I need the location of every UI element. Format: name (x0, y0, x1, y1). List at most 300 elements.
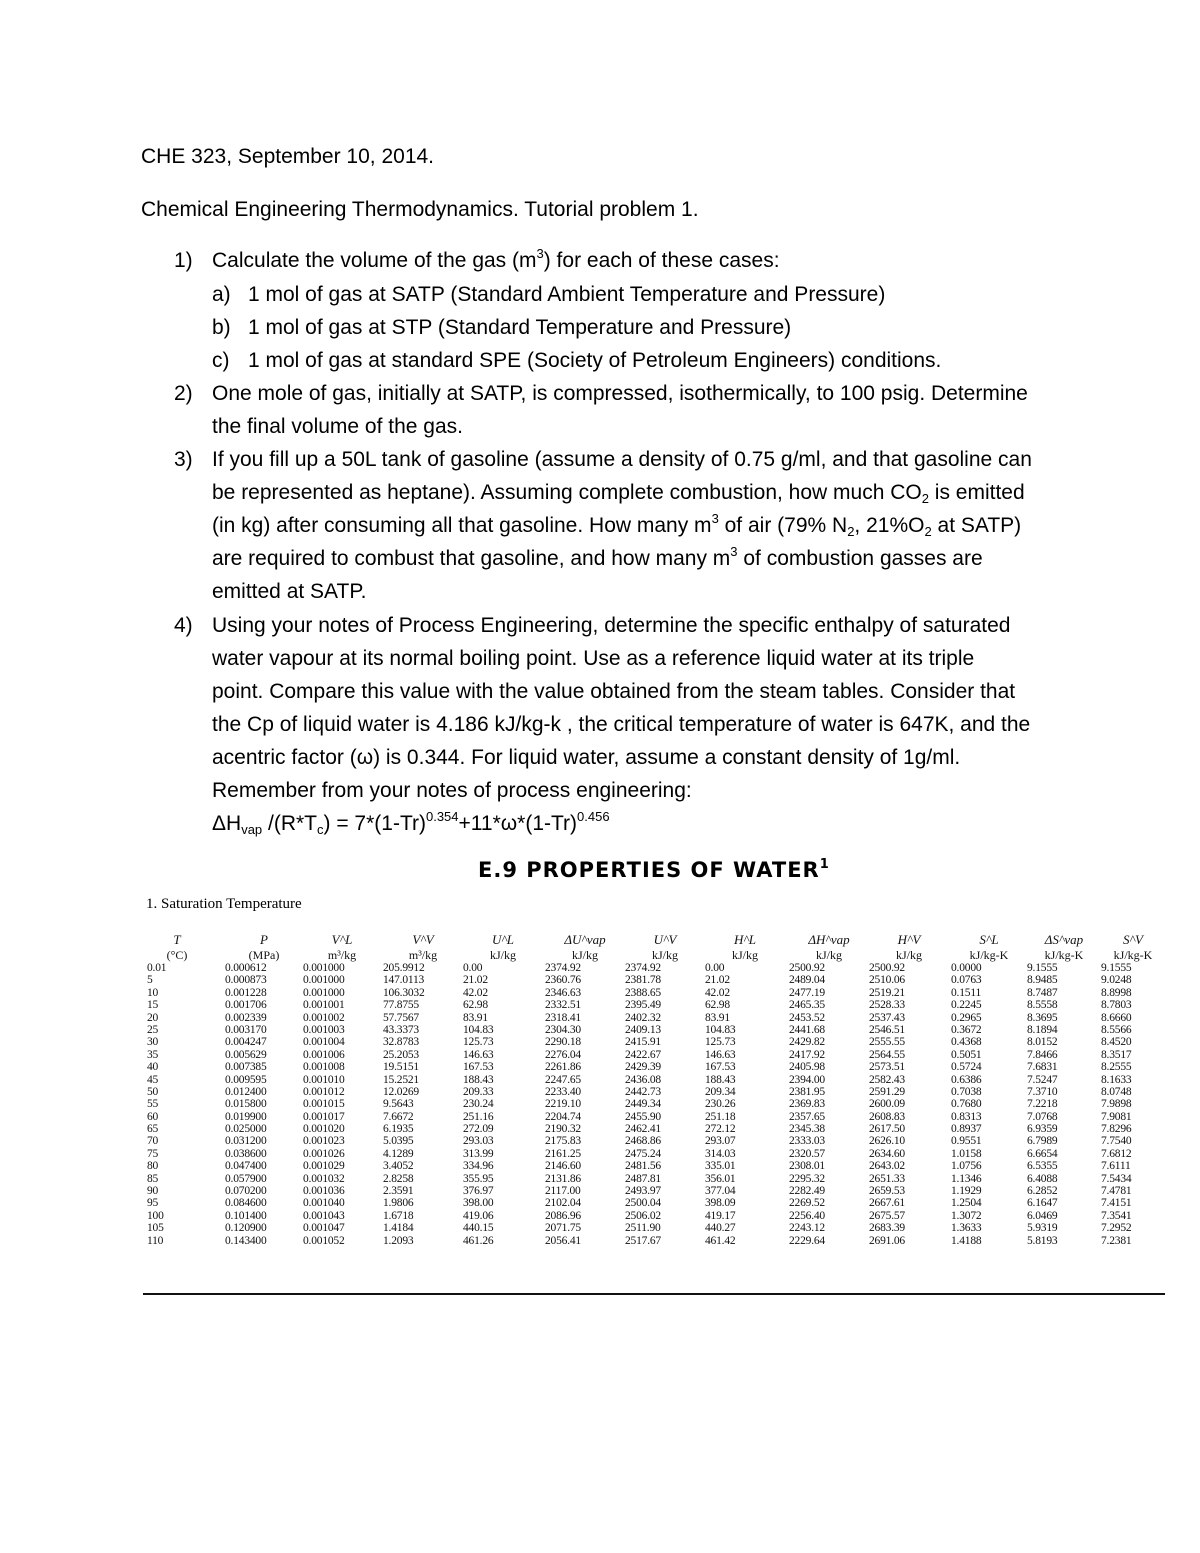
table-cell: 65 (147, 1123, 159, 1136)
table-cell: 2511.90 (625, 1222, 661, 1235)
table-cell: 356.01 (705, 1172, 736, 1185)
table-cell: 0.001001 (303, 999, 345, 1012)
table-cell: 2591.29 (869, 1085, 905, 1098)
table-column (545, 932, 625, 1247)
table-cell: 0.001000 (303, 974, 345, 987)
table-cell: 0.025000 (225, 1123, 267, 1136)
table-cell: 2247.65 (545, 1073, 581, 1086)
table-cell: 0.2965 (951, 1011, 982, 1024)
table-cell: 0.1511 (951, 986, 981, 999)
table-column (869, 932, 949, 1247)
table-cell: 8.3517 (1101, 1048, 1132, 1061)
table-cell: 0.001006 (303, 1048, 345, 1061)
table-subtitle: 1. Saturation Temperature (146, 896, 302, 912)
table-cell: 8.6660 (1101, 1011, 1132, 1024)
text-part: +11*ω*(1-Tr) (458, 812, 578, 835)
table-cell: 9.1555 (1027, 962, 1058, 974)
table-cell: 314.03 (705, 1147, 736, 1160)
table-cell: 205.9912 (383, 962, 425, 974)
table-cell: 2608.83 (869, 1110, 905, 1123)
table-cell: 2229.64 (789, 1234, 825, 1247)
table-cell: 272.12 (705, 1123, 736, 1136)
table-cell: 2190.32 (545, 1123, 581, 1136)
table-cell: 6.1647 (1027, 1197, 1058, 1210)
table-cell: 167.53 (705, 1061, 736, 1074)
table-cell: 355.95 (463, 1172, 494, 1185)
table-cell: 2651.33 (869, 1172, 905, 1185)
table-cell: 0.5051 (951, 1048, 982, 1061)
problem-number: 3) (174, 448, 193, 471)
table-cell: 0.000612 (225, 962, 267, 974)
table-cell: 0.001015 (303, 1098, 345, 1111)
table-cell: 0.9551 (951, 1135, 982, 1148)
table-cell: 2.3591 (383, 1185, 414, 1198)
item-label: c) (212, 349, 230, 372)
problem-number: 1) (174, 249, 193, 272)
equation (212, 807, 610, 840)
column-unit: kJ/kg (815, 948, 842, 962)
table-cell: 2453.52 (789, 1011, 825, 1024)
table-cell: 5.0395 (383, 1135, 414, 1148)
table-cell: 7.6831 (1027, 1061, 1058, 1074)
table-cell: 77.8755 (383, 999, 419, 1012)
table-cell: 2295.32 (789, 1172, 825, 1185)
problem-number: 2) (174, 382, 193, 405)
column-symbol: U^V (653, 932, 677, 947)
table-column (1027, 932, 1101, 1247)
table-cell: 0.00 (463, 962, 483, 974)
problem-text-line (212, 542, 983, 575)
table-cell: 2308.01 (789, 1160, 825, 1173)
table-cell: 2332.51 (545, 999, 581, 1012)
column-unit: kJ/kg (731, 948, 758, 962)
subscript: 2 (847, 524, 855, 539)
text-part: , 21%O (854, 514, 925, 537)
table-cell: 0.6386 (951, 1073, 982, 1086)
table-cell: 7.4151 (1101, 1197, 1132, 1210)
table-cell: 0.005629 (225, 1048, 267, 1061)
table-cell: 2555.55 (869, 1036, 905, 1049)
table-cell: 2381.95 (789, 1085, 825, 1098)
table-cell: 2409.13 (625, 1023, 661, 1036)
table-cell: 8.3695 (1027, 1011, 1058, 1024)
table-cell: 146.63 (463, 1048, 494, 1061)
table-cell: 2276.04 (545, 1048, 581, 1061)
table-cell: 147.0113 (383, 974, 425, 987)
table-cell: 2564.55 (869, 1048, 905, 1061)
problem-number: 4) (174, 614, 193, 637)
table-cell: 1.1929 (951, 1185, 982, 1198)
table-cell: 376.97 (463, 1185, 494, 1198)
table-cell: 8.0152 (1027, 1036, 1058, 1049)
table-cell: 0.001004 (303, 1036, 345, 1049)
table-cell: 7.0768 (1027, 1110, 1058, 1123)
table-cell: 5 (147, 974, 153, 987)
table-cell: 10 (147, 986, 159, 999)
problem-text-line (212, 476, 1025, 509)
table-title (478, 858, 830, 882)
table-cell: 8.4520 (1101, 1036, 1132, 1049)
table-cell: 2449.34 (625, 1098, 661, 1111)
table-cell: 2290.18 (545, 1036, 581, 1049)
column-unit: m³/kg (327, 948, 357, 962)
text-part: of air (79% N (718, 514, 848, 537)
table-cell: 0.001047 (303, 1222, 345, 1235)
column-symbol: V^V (412, 932, 434, 947)
table-cell: 2304.30 (545, 1023, 581, 1036)
table-cell: 0.001029 (303, 1160, 345, 1173)
table-cell: 105 (147, 1222, 164, 1235)
table-cell: 2465.35 (789, 999, 825, 1012)
superscript: 3 (730, 544, 738, 559)
table-cell: 2667.61 (869, 1197, 905, 1210)
table-cell: 80 (147, 1160, 159, 1173)
table-cell: 35 (147, 1048, 159, 1061)
table-cell: 60 (147, 1110, 159, 1123)
table-cell: 2441.68 (789, 1023, 825, 1036)
table-cell: 2117.00 (545, 1185, 581, 1198)
table-cell: 2500.92 (789, 962, 825, 974)
table-cell: 8.9485 (1027, 974, 1058, 987)
table-cell: 377.04 (705, 1185, 736, 1198)
table-cell: 2519.21 (869, 986, 905, 999)
table-cell: 7.4781 (1101, 1185, 1132, 1198)
table-cell: 70 (147, 1135, 159, 1148)
table-cell: 0.015800 (225, 1098, 267, 1111)
table-cell: 7.9081 (1101, 1110, 1132, 1123)
table-cell: 209.34 (705, 1085, 736, 1098)
problem-text-line: point. Compare this value with the value obtained from the steam tables. Consider that (212, 680, 1016, 703)
problem-text-line: emitted at SATP. (212, 580, 367, 603)
table-cell: 2528.33 (869, 999, 905, 1012)
table-cell: 0.012400 (225, 1085, 267, 1098)
table-cell: 19.5151 (383, 1061, 419, 1074)
table-cell: 104.83 (705, 1023, 736, 1036)
table-cell: 6.5355 (1027, 1160, 1058, 1173)
column-unit: (MPa) (248, 948, 280, 962)
table-cell: 2442.73 (625, 1085, 661, 1098)
table-cell: 0.002339 (225, 1011, 267, 1024)
table-cell: 104.83 (463, 1023, 494, 1036)
table-cell: 0.007385 (225, 1061, 267, 1074)
table-cell: 293.03 (463, 1135, 494, 1148)
table-column (463, 932, 543, 1247)
table-cell: 0.001002 (303, 1011, 345, 1024)
item-label: a) (212, 283, 231, 306)
problem-text-line: Remember from your notes of process engineering: (212, 779, 692, 802)
table-cell: 0.001003 (303, 1023, 345, 1036)
table-cell: 7.8296 (1101, 1123, 1132, 1136)
table-cell: 0.004247 (225, 1036, 267, 1049)
table-cell: 2422.67 (625, 1048, 661, 1061)
table-cell: 0.5724 (951, 1061, 982, 1074)
table-cell: 2269.52 (789, 1197, 825, 1210)
table-cell: 2394.00 (789, 1073, 825, 1086)
table-cell: 0.001032 (303, 1172, 345, 1185)
table-cell: 2357.65 (789, 1110, 825, 1123)
table-cell: 0.084600 (225, 1197, 267, 1210)
table-cell: 251.18 (705, 1110, 736, 1123)
text-part: of combustion gasses are (737, 547, 983, 570)
table-cell: 0.038600 (225, 1147, 267, 1160)
table-cell: 0.7038 (951, 1085, 982, 1098)
text-part: Calculate the volume of the gas (m (212, 249, 537, 272)
column-unit: kJ/kg (571, 948, 598, 962)
table-cell: 188.43 (463, 1073, 494, 1086)
table-cell: 2086.96 (545, 1209, 581, 1222)
table-cell: 398.00 (463, 1197, 494, 1210)
table-cell: 2395.49 (625, 999, 661, 1012)
table-cell: 125.73 (705, 1036, 736, 1049)
table-column (147, 932, 207, 1247)
page-subtitle: Chemical Engineering Thermodynamics. Tutorial problem 1. (141, 198, 699, 221)
table-cell: 6.2852 (1027, 1185, 1058, 1198)
table-cell: 95 (147, 1197, 159, 1210)
superscript: 3 (711, 511, 719, 526)
table-cell: 21.02 (463, 974, 488, 987)
table-bottom-rule (143, 1293, 1165, 1295)
column-symbol: S^V (1123, 932, 1143, 947)
table-cell: 2417.92 (789, 1048, 825, 1061)
table-cell: 2546.51 (869, 1023, 905, 1036)
table-cell: 0.001008 (303, 1061, 345, 1074)
table-cell: 83.91 (705, 1011, 730, 1024)
table-cell: 55 (147, 1098, 159, 1111)
table-cell: 0.001017 (303, 1110, 345, 1123)
table-cell: 7.9898 (1101, 1098, 1132, 1111)
table-cell: 7.6812 (1101, 1147, 1132, 1160)
table-cell: 7.8466 (1027, 1048, 1058, 1061)
table-cell: 6.6654 (1027, 1147, 1058, 1160)
table-cell: 1.2093 (383, 1234, 414, 1247)
table-cell: 1.0158 (951, 1147, 982, 1160)
table-cell: 7.2381 (1101, 1234, 1132, 1247)
table-cell: 2493.97 (625, 1185, 661, 1198)
table-cell: 0.01 (147, 962, 167, 974)
column-unit: (°C) (166, 948, 188, 962)
table-cell: 110 (147, 1234, 164, 1247)
table-column (951, 932, 1027, 1247)
table-cell: 0.001012 (303, 1085, 345, 1098)
text-part: ) for each of these cases: (543, 249, 780, 272)
superscript: 0.456 (577, 809, 610, 824)
column-symbol: T (173, 932, 181, 947)
table-cell: 2282.49 (789, 1185, 825, 1198)
table-cell: 419.17 (705, 1209, 736, 1222)
table-cell: 8.5566 (1101, 1023, 1132, 1036)
text-part: are required to combust that gasoline, and how many m (212, 547, 731, 570)
table-cell: 8.8998 (1101, 986, 1132, 999)
table-cell: 0.001000 (303, 962, 345, 974)
table-cell: 25.2053 (383, 1048, 419, 1061)
table-cell: 15.2521 (383, 1073, 419, 1086)
table-cell: 40 (147, 1061, 159, 1074)
table-cell: 7.6111 (1101, 1160, 1131, 1173)
table-cell: 2617.50 (869, 1123, 905, 1136)
table-column (303, 932, 381, 1247)
item-label: b) (212, 316, 231, 339)
table-cell: 0.047400 (225, 1160, 267, 1173)
table-cell: 1.3633 (951, 1222, 982, 1235)
table-cell: 0.001000 (303, 986, 345, 999)
table-cell: 8.7487 (1027, 986, 1058, 999)
table-cell: 5.9319 (1027, 1222, 1058, 1235)
subscript: c (317, 822, 324, 837)
table-cell: 57.7567 (383, 1011, 419, 1024)
table-cell: 0.0763 (951, 974, 982, 987)
table-cell: 100 (147, 1209, 164, 1222)
table-cell: 146.63 (705, 1048, 736, 1061)
table-cell: 1.2504 (951, 1197, 982, 1210)
table-cell: 32.8783 (383, 1036, 419, 1049)
text-part: is emitted (928, 481, 1025, 504)
column-symbol: ΔU^vap (564, 932, 606, 947)
table-cell: 8.0748 (1101, 1085, 1132, 1098)
table-cell: 2320.57 (789, 1147, 825, 1160)
table-cell: 2345.38 (789, 1123, 825, 1136)
text-part: ) = 7*(1-Tr) (323, 812, 426, 835)
table-cell: 2369.83 (789, 1098, 825, 1111)
table-cell: 21.02 (705, 974, 730, 987)
table-cell: 0.001228 (225, 986, 267, 999)
problem-text-line: acentric factor (ω) is 0.344. For liquid water, assume a constant density of 1g/ml. (212, 746, 961, 769)
table-cell: 50 (147, 1085, 159, 1098)
column-symbol: ΔS^vap (1044, 932, 1084, 947)
course-line: CHE 323, September 10, 2014. (141, 145, 435, 168)
table-cell: 419.06 (463, 1209, 494, 1222)
table-cell: 2455.90 (625, 1110, 661, 1123)
table-cell: 272.09 (463, 1123, 494, 1136)
column-symbol: H^L (733, 932, 757, 947)
item-text: 1 mol of gas at STP (Standard Temperature and Pressure) (248, 316, 792, 339)
table-cell: 1.0756 (951, 1160, 982, 1173)
table-cell: 12.0269 (383, 1085, 419, 1098)
table-cell: 2346.63 (545, 986, 581, 999)
table-column (705, 932, 785, 1247)
table-cell: 2318.41 (545, 1011, 581, 1024)
table-cell: 2481.56 (625, 1160, 661, 1173)
table-cell: 42.02 (463, 986, 488, 999)
column-unit: kJ/kg-K (1113, 948, 1153, 962)
table-cell: 2487.81 (625, 1172, 661, 1185)
table-cell: 2102.04 (545, 1197, 581, 1210)
table-cell: 1.4184 (383, 1222, 414, 1235)
table-cell: 2146.60 (545, 1160, 581, 1173)
table-cell: 2573.51 (869, 1061, 905, 1074)
table-cell: 440.27 (705, 1222, 736, 1235)
table-cell: 230.24 (463, 1098, 494, 1111)
table-column (383, 932, 463, 1247)
table-cell: 335.01 (705, 1160, 736, 1173)
column-symbol: U^L (491, 932, 515, 947)
table-cell: 8.7803 (1101, 999, 1132, 1012)
table-cell: 0.009595 (225, 1073, 267, 1086)
table-cell: 0.001020 (303, 1123, 345, 1136)
table-cell: 7.2952 (1101, 1222, 1132, 1235)
table-cell: 2219.10 (545, 1098, 581, 1111)
table-title-text: E.9 PROPERTIES OF WATER (478, 858, 820, 882)
problem-text-line: the final volume of the gas. (212, 415, 463, 438)
table-cell: 2175.83 (545, 1135, 581, 1148)
table-cell: 0.057900 (225, 1172, 267, 1185)
table-cell: 7.2218 (1027, 1098, 1058, 1111)
table-cell: 2462.41 (625, 1123, 661, 1136)
table-column (1101, 932, 1165, 1247)
table-cell: 0.001036 (303, 1185, 345, 1198)
table-cell: 2429.82 (789, 1036, 825, 1049)
column-symbol: ΔH^vap (808, 932, 850, 947)
table-cell: 7.6672 (383, 1110, 414, 1123)
table-cell: 42.02 (705, 986, 730, 999)
table-cell: 0.001043 (303, 1209, 345, 1222)
table-cell: 5.8193 (1027, 1234, 1058, 1247)
text-part: at SATP) (931, 514, 1022, 537)
table-cell: 4.1289 (383, 1147, 414, 1160)
column-unit: kJ/kg (895, 948, 922, 962)
table-cell: 0.001023 (303, 1135, 345, 1148)
table-cell: 2374.92 (625, 962, 661, 974)
item-text: 1 mol of gas at standard SPE (Society of Petroleum Engineers) conditions. (248, 349, 942, 372)
table-cell: 2056.41 (545, 1234, 581, 1247)
table-cell: 7.5434 (1101, 1172, 1132, 1185)
superscript: 0.354 (425, 809, 459, 824)
table-cell: 1.1346 (951, 1172, 982, 1185)
table-cell: 2537.43 (869, 1011, 905, 1024)
table-cell: 398.09 (705, 1197, 736, 1210)
table-cell: 0.001010 (303, 1073, 345, 1086)
table-cell: 8.1894 (1027, 1023, 1058, 1036)
table-cell: 0.001052 (303, 1234, 345, 1247)
table-cell: 125.73 (463, 1036, 494, 1049)
table-cell: 7.7540 (1101, 1135, 1132, 1148)
table-cell: 2691.06 (869, 1234, 905, 1247)
table-cell: 1.4188 (951, 1234, 982, 1247)
table-cell: 2659.53 (869, 1185, 905, 1198)
table-cell: 251.16 (463, 1110, 494, 1123)
table-cell: 25 (147, 1023, 159, 1036)
table-cell: 0.00 (705, 962, 725, 974)
table-cell: 2360.76 (545, 974, 581, 987)
table-cell: 0.2245 (951, 999, 982, 1012)
column-unit: kJ/kg-K (1044, 948, 1084, 962)
table-cell: 15 (147, 999, 159, 1012)
table-cell: 62.98 (705, 999, 730, 1012)
column-unit: kJ/kg (489, 948, 516, 962)
table-cell: 2388.65 (625, 986, 661, 999)
problem-text-line: If you fill up a 50L tank of gasoline (assume a density of 0.75 g/ml, and that gasoline can (212, 448, 1032, 471)
table-cell: 2.8258 (383, 1172, 414, 1185)
table-column (625, 932, 705, 1247)
table-cell: 8.5558 (1027, 999, 1058, 1012)
table-cell: 2233.40 (545, 1085, 581, 1098)
table-cell: 167.53 (463, 1061, 494, 1074)
table-cell: 2436.08 (625, 1073, 661, 1086)
problem-text-line: water vapour at its normal boiling point. Use as a reference liquid water at its triple (212, 647, 975, 670)
table-cell: 0.120900 (225, 1222, 267, 1235)
table-cell: 461.42 (705, 1234, 736, 1247)
table-cell: 1.3072 (951, 1209, 982, 1222)
table-cell: 2582.43 (869, 1073, 905, 1086)
table-cell: 90 (147, 1185, 159, 1198)
table-cell: 0.000873 (225, 974, 267, 987)
table-cell: 2500.04 (625, 1197, 661, 1210)
table-cell: 2510.06 (869, 974, 905, 987)
table-cell: 2243.12 (789, 1222, 825, 1235)
column-unit: kJ/kg (651, 948, 678, 962)
table-cell: 0.7680 (951, 1098, 982, 1111)
table-cell: 0.4368 (951, 1036, 982, 1049)
table-cell: 461.26 (463, 1234, 494, 1247)
